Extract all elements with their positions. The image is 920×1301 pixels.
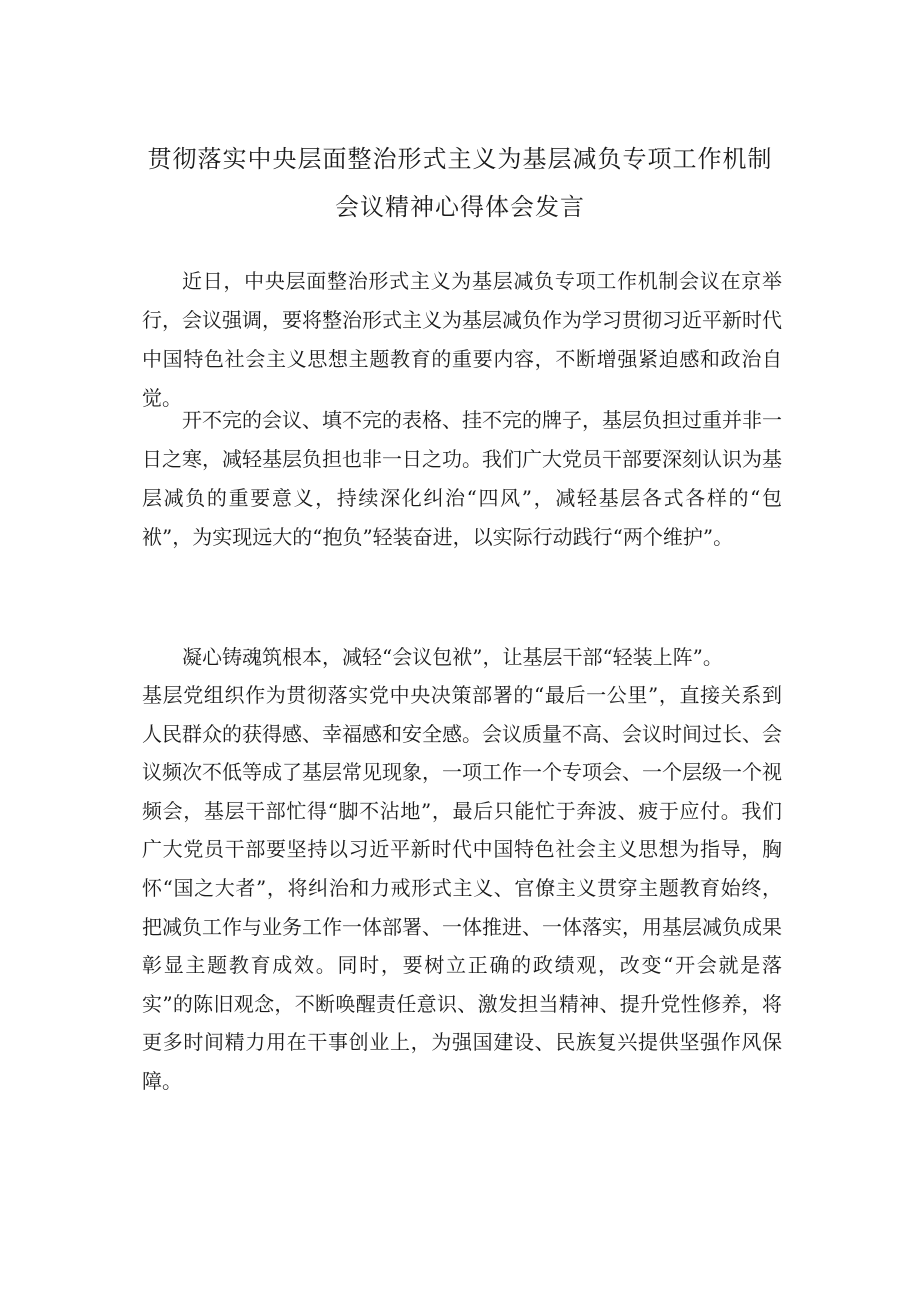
paragraph-1: 近日，中央层面整治形式主义为基层减负专项工作机制会议在京举行，会议强调，要将整治形式主义为基层减负作为学习贯彻习近平新时代中国特色社会主义思想主题教育的重要内容，不断增强紧迫感和政治自觉。 [142,269,782,410]
document-title-line-2: 会议精神心得体会发言 [335,193,585,221]
paragraph-3-heading: 凝心铸魂筑根本，减轻“会议包袱”，让基层干部“轻装上阵”。 [182,645,723,669]
document-title-line-1: 贯彻落实中央层面整治形式主义为基层减负专项工作机制 [147,145,773,173]
paragraph-4: 基层党组织作为贯彻落实党中央决策部署的“最后一公里”，直接关系到人民群众的获得感、幸福感和安全感。会议质量不高、会议时间过长、会议频次不低等成了基层常见现象，一项工作一个专项会、一个层级一个视频会，基层干部忙得“脚不沾地”，最后只能忙于奔波、疲于应付。我们广大党员干部要坚持以习近平新时代中国特色社会主义思想为指导，胸怀“国之大者”，将纠治和力戒形式主义、官僚主义贯穿主题教育始终，把减负工作与业务工作一体部署、一体推进、一体落实，用基层减负成果彰显主题教育成效。同时，要树立正确的政绩观，改变“开会就是落实”的陈旧观念，不断唤醒责任意识、激发担当精神、提升党性修养，将更多时间精力用在干事创业上，为强国建设、民族复兴提供坚强作风保障。 [142,683,782,1093]
paragraph-2: 开不完的会议、填不完的表格、挂不完的牌子，基层负担过重并非一日之寒，减轻基层负担也非一日之功。我们广大党员干部要深刻认识为基层减负的重要意义，持续深化纠治“四风”，减轻基层各式各样的“包袱”，为实现远大的“抱负”轻装奋进，以实际行动践行“两个维护”。 [142,408,782,549]
